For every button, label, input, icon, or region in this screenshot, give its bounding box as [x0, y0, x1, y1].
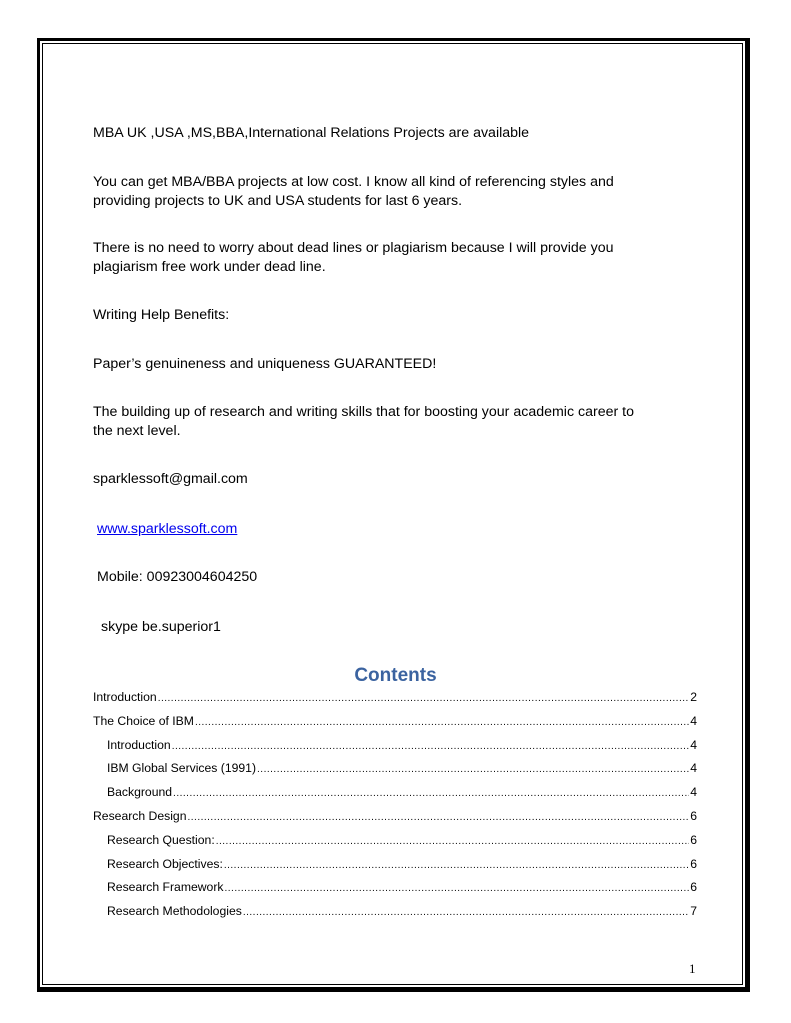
- intro-line: MBA UK ,USA ,MS,BBA,International Relations Projects are available: [93, 125, 530, 141]
- toc-dot-leader: [172, 737, 690, 756]
- table-of-contents: [93, 688, 697, 926]
- toc-entry-label[interactable]: Research Question:: [107, 832, 215, 847]
- toc-entry[interactable]: [93, 831, 697, 855]
- toc-entry-label[interactable]: Research Methodologies: [107, 904, 242, 919]
- toc-entry-label[interactable]: The Choice of IBM: [93, 713, 194, 728]
- toc-dot-leader: [257, 760, 689, 779]
- toc-dot-leader: [187, 808, 689, 827]
- toc-entry-page: 4: [690, 737, 697, 752]
- toc-entry[interactable]: [93, 736, 697, 760]
- toc-entry-page: 6: [690, 808, 697, 823]
- toc-entry-label[interactable]: Introduction: [93, 690, 157, 704]
- benefits-heading: Writing Help Benefits:: [93, 307, 230, 323]
- toc-entry[interactable]: [93, 688, 697, 712]
- toc-entry[interactable]: [93, 902, 697, 926]
- deadline-line-1: There is no need to worry about dead lines or plagiarism because I will provide you: [93, 240, 614, 256]
- toc-entry-label[interactable]: Background: [107, 785, 173, 800]
- benefit-skills-line-1: The building up of research and writing skills that for boosting your academic career to: [93, 404, 634, 420]
- website-link-text[interactable]: www.sparklessoft.com: [97, 521, 238, 537]
- toc-entry[interactable]: [93, 878, 697, 902]
- page-number: 1: [689, 961, 696, 976]
- toc-entry-page: 4: [690, 713, 697, 728]
- email-text: sparklessoft@gmail.com: [93, 471, 248, 487]
- toc-entry[interactable]: [93, 759, 697, 783]
- toc-entry[interactable]: [93, 783, 697, 807]
- toc-entry-page: 2: [690, 690, 697, 704]
- toc-dot-leader: [225, 879, 690, 898]
- toc-entry-label[interactable]: Research Design: [93, 808, 187, 823]
- mobile-text: Mobile: 00923004604250: [97, 569, 258, 585]
- toc-dot-leader: [224, 856, 689, 875]
- toc-entry-page: 6: [690, 856, 697, 871]
- website-link[interactable]: [97, 520, 237, 539]
- pricing-line-1: You can get MBA/BBA projects at low cost. I know all kind of referencing styles and: [93, 174, 614, 190]
- toc-entry-page: 6: [690, 880, 697, 895]
- toc-dot-leader: [158, 689, 690, 708]
- toc-dot-leader: [173, 784, 689, 803]
- benefit-genuineness: Paper’s genuineness and uniqueness GUARANTEED!: [93, 356, 437, 372]
- toc-dot-leader: [243, 903, 689, 922]
- toc-entry[interactable]: [93, 855, 697, 879]
- toc-entry-page: 4: [690, 761, 697, 776]
- toc-entry-page: 4: [690, 785, 697, 800]
- deadline-line-2: plagiarism free work under dead line.: [93, 259, 326, 275]
- skype-text: skype be.superior1: [101, 619, 221, 635]
- toc-dot-leader: [216, 832, 690, 851]
- benefit-skills-line-2: the next level.: [93, 423, 181, 439]
- toc-dot-leader: [195, 713, 689, 732]
- toc-entry[interactable]: [93, 712, 697, 736]
- toc-entry[interactable]: [93, 807, 697, 831]
- pricing-line-2: providing projects to UK and USA students for last 6 years.: [93, 193, 463, 209]
- toc-entry-page: 6: [690, 832, 697, 847]
- toc-entry-label[interactable]: Research Framework: [107, 880, 224, 895]
- toc-entry-page: 7: [690, 904, 697, 919]
- toc-entry-label[interactable]: Research Objectives:: [107, 856, 223, 871]
- contents-title: Contents: [354, 665, 437, 686]
- toc-entry-label[interactable]: Introduction: [107, 737, 171, 752]
- toc-entry-label[interactable]: IBM Global Services (1991): [107, 761, 257, 776]
